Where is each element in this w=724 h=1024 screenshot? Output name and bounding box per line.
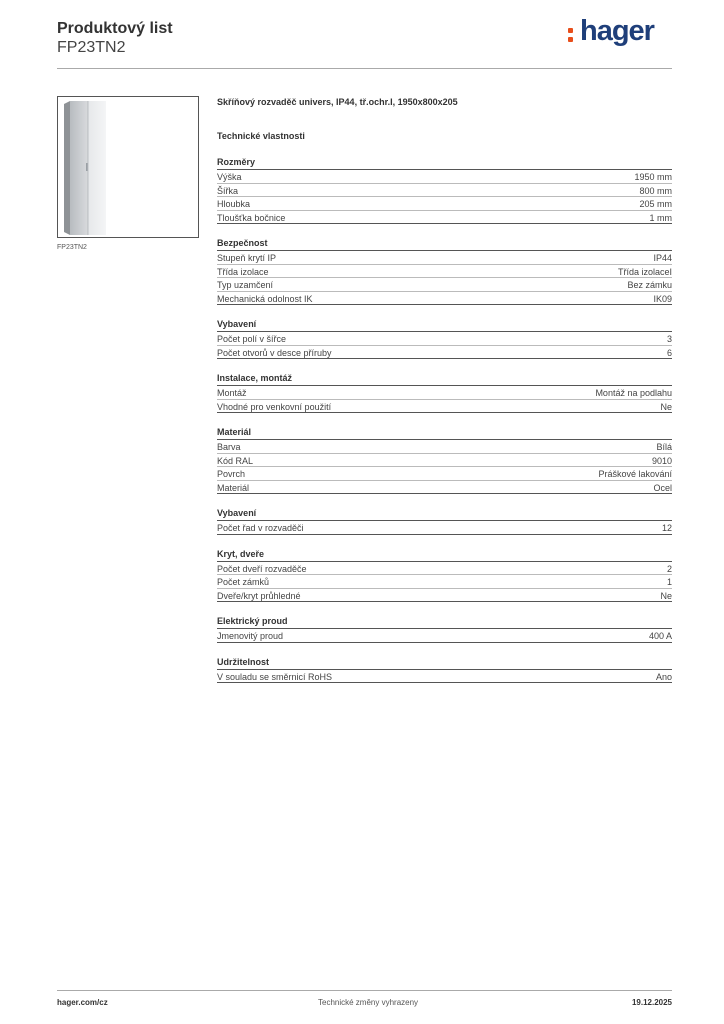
spec-row <box>217 454 672 468</box>
spec-section <box>217 237 672 305</box>
cabinet-icon <box>64 101 106 235</box>
spec-value: Bílá <box>656 442 672 452</box>
footer-note: Technické změny vyhrazeny <box>318 998 419 1007</box>
spec-section <box>217 426 672 494</box>
spec-row <box>217 197 672 211</box>
spec-value: 205 mm <box>639 199 672 209</box>
spec-section <box>217 156 672 224</box>
section-title: Elektrický proud <box>217 615 672 629</box>
spec-value: 400 A <box>648 631 672 641</box>
spec-row <box>217 211 672 225</box>
logo-dot-icon <box>568 37 573 42</box>
section-title: Udržitelnost <box>217 656 672 670</box>
spec-row <box>217 400 672 414</box>
spec-label: Kód RAL <box>217 455 254 466</box>
spec-label: Materiál <box>217 482 250 493</box>
spec-row <box>217 589 672 603</box>
spec-section <box>217 507 672 535</box>
spec-label: Typ uzamčení <box>217 280 274 290</box>
spec-section <box>217 615 672 643</box>
spec-label: Výška <box>217 172 242 182</box>
spec-value: 1 mm <box>649 212 672 223</box>
spec-row <box>217 670 672 684</box>
logo-dot-icon <box>568 28 573 33</box>
spec-value: IP44 <box>653 253 672 263</box>
spec-row <box>217 575 672 589</box>
spec-value: Práškové lakování <box>598 469 672 479</box>
spec-label: Počet řad v rozvaděči <box>217 523 304 533</box>
section-title: Rozměry <box>217 156 672 170</box>
tech-properties-title: Technické vlastnosti <box>217 131 305 141</box>
spec-value: Ne <box>660 401 672 412</box>
spec-row <box>217 292 672 306</box>
spec-row <box>217 629 672 643</box>
spec-label: Tloušťka bočnice <box>217 212 286 223</box>
spec-label: Dveře/kryt průhledné <box>217 590 301 601</box>
section-title: Kryt, dveře <box>217 548 672 562</box>
spec-section <box>217 548 672 603</box>
logo-text: hager <box>580 15 654 47</box>
spec-label: Hloubka <box>217 199 251 209</box>
spec-label: Počet otvorů v desce příruby <box>217 347 332 358</box>
spec-label: Montáž <box>217 388 247 398</box>
footer-divider <box>57 990 672 991</box>
footer-date: 19.12.2025 <box>631 998 672 1007</box>
section-title: Instalace, montáž <box>217 372 672 386</box>
spec-value: 12 <box>661 523 672 533</box>
product-code: FP23TN2 <box>57 39 126 56</box>
header-divider <box>57 68 672 69</box>
spec-section <box>217 656 672 684</box>
spec-row <box>217 386 672 400</box>
spec-row <box>217 346 672 360</box>
spec-value: 800 mm <box>639 185 672 196</box>
spec-row <box>217 521 672 535</box>
spec-section <box>217 318 672 359</box>
spec-label: Počet dveří rozvaděče <box>217 563 307 574</box>
spec-label: Počet polí v šířce <box>217 334 287 344</box>
spec-row <box>217 278 672 292</box>
spec-value: Bez zámku <box>627 280 672 290</box>
spec-row <box>217 265 672 279</box>
spec-row <box>217 170 672 184</box>
product-image <box>57 96 199 238</box>
spec-row <box>217 440 672 454</box>
spec-label: Vhodné pro venkovní použití <box>217 401 332 412</box>
spec-label: Šířka <box>217 185 239 196</box>
spec-row <box>217 184 672 198</box>
spec-label: Jmenovitý proud <box>217 631 284 641</box>
spec-section <box>217 372 672 413</box>
spec-value: Třída izolaceI <box>617 266 672 277</box>
spec-value: Ocel <box>653 482 672 493</box>
spec-row <box>217 332 672 346</box>
spec-label: Mechanická odolnost IK <box>217 293 313 304</box>
spec-label: V souladu se směrnicí RoHS <box>217 671 333 682</box>
spec-value: 6 <box>666 347 672 358</box>
spec-row <box>217 467 672 481</box>
spec-value: Ano <box>655 671 672 682</box>
spec-value: Montáž na podlahu <box>595 388 672 398</box>
spec-row <box>217 251 672 265</box>
spec-value: 3 <box>666 334 672 344</box>
spec-label: Třída izolace <box>217 266 269 277</box>
spec-label: Povrch <box>217 469 246 479</box>
spec-label: Barva <box>217 442 241 452</box>
spec-content <box>217 96 672 683</box>
section-title: Materiál <box>217 426 672 440</box>
spec-value: 2 <box>666 563 672 574</box>
product-description: Skříňový rozvaděč univers, IP44, tř.ochr.I, 1950x800x205 <box>217 97 458 107</box>
section-title: Vybavení <box>217 507 672 521</box>
spec-label: Počet zámků <box>217 577 270 587</box>
spec-value: Ne <box>660 590 672 601</box>
footer-website: hager.com/cz <box>57 998 108 1007</box>
spec-value: 1950 mm <box>634 172 672 182</box>
spec-row <box>217 481 672 495</box>
section-title: Bezpečnost <box>217 237 672 251</box>
spec-row <box>217 562 672 576</box>
section-title: Vybavení <box>217 318 672 332</box>
hager-logo <box>566 14 666 48</box>
spec-value: 9010 <box>651 455 672 466</box>
spec-value: IK09 <box>653 293 672 304</box>
spec-label: Stupeň krytí IP <box>217 253 277 263</box>
page-title: Produktový list <box>57 20 173 37</box>
image-caption: FP23TN2 <box>57 244 87 251</box>
spec-value: 1 <box>666 577 672 587</box>
